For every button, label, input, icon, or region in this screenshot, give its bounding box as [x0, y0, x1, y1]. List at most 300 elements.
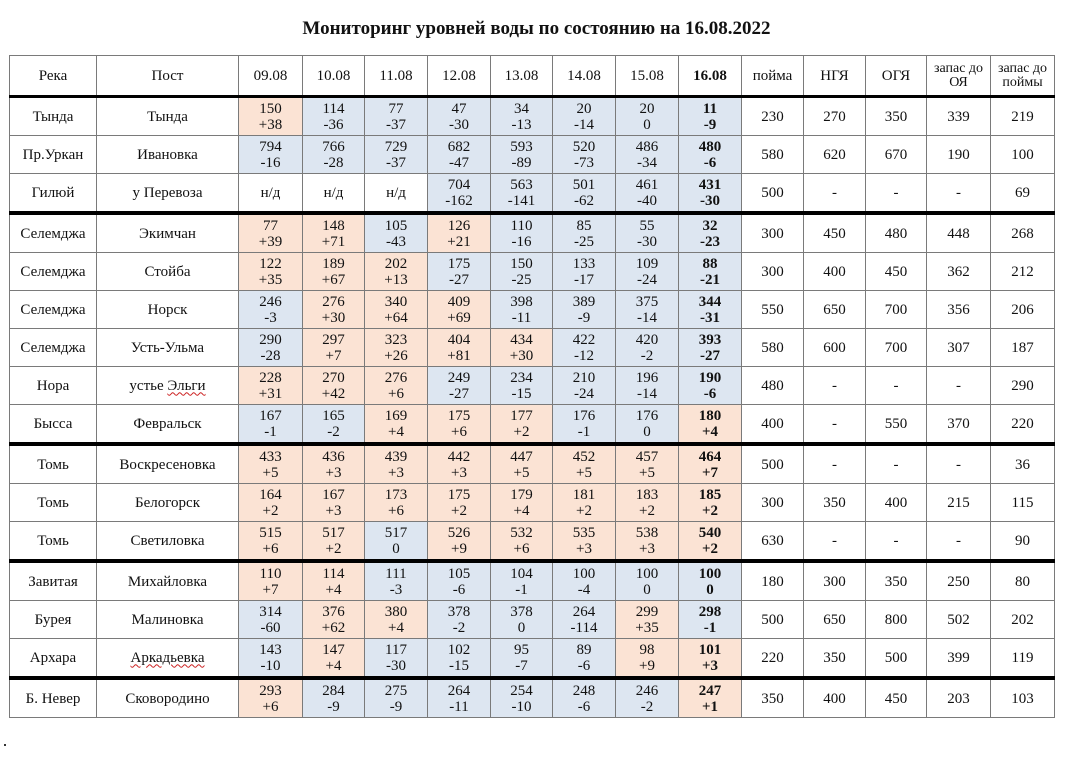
level-change: -30	[449, 116, 469, 133]
cell-level	[553, 291, 616, 329]
level-change: -1	[264, 423, 277, 440]
level-change: +5	[576, 464, 592, 481]
cell-level	[491, 561, 553, 601]
level-change: -21	[700, 271, 720, 288]
level-value: 180	[698, 407, 722, 424]
cell-river: Нора	[10, 367, 97, 405]
cell-level	[428, 522, 491, 562]
cell-level	[303, 639, 365, 679]
level-value: 117	[385, 641, 407, 658]
cell-level	[365, 444, 428, 484]
cell-post: Февральск	[97, 405, 239, 445]
level-value: 248	[572, 682, 596, 699]
level-change: -1	[577, 423, 591, 440]
cell-floodplain: 550	[742, 291, 804, 329]
level-value: 114	[322, 565, 345, 582]
stray-dot	[4, 744, 6, 746]
cell-reserve-floodplain: 115	[991, 484, 1055, 522]
cell-post: Усть-Ульма	[97, 329, 239, 367]
level-change: -162	[445, 192, 473, 209]
cell-level	[491, 444, 553, 484]
cell-level	[553, 405, 616, 445]
level-value: 520	[572, 138, 596, 155]
level-value: 593	[510, 138, 533, 155]
cell-level	[239, 97, 303, 136]
level-change: +2	[262, 502, 279, 519]
cell-level	[365, 484, 428, 522]
level-value: 434	[510, 331, 533, 348]
cell-ngya: 650	[804, 291, 866, 329]
level-change: -7	[515, 657, 528, 674]
level-change: +6	[388, 385, 404, 402]
cell-ogya: 350	[866, 561, 927, 601]
cell-reserve-floodplain: 219	[991, 97, 1055, 136]
level-value: 526	[447, 524, 471, 541]
level-change: -28	[260, 347, 281, 364]
level-value: 442	[447, 448, 471, 465]
level-value: 181	[572, 486, 596, 503]
level-change: +67	[321, 271, 346, 288]
level-change: -27	[449, 385, 469, 402]
cell-level	[428, 174, 491, 214]
cell-reserve-floodplain: 103	[991, 678, 1055, 718]
level-value: н/д	[323, 184, 344, 201]
level-value: 77	[263, 217, 278, 234]
cell-level	[365, 601, 428, 639]
level-value: 176	[572, 407, 596, 424]
table-row	[10, 174, 1055, 214]
level-value: 431	[698, 176, 722, 193]
header-row	[10, 56, 1055, 97]
level-change: -25	[511, 271, 532, 288]
level-value: 464	[698, 448, 722, 465]
level-value: 276	[322, 293, 345, 310]
cell-level-current	[679, 174, 742, 214]
cell-reserve-floodplain: 220	[991, 405, 1055, 445]
level-change: -16	[511, 233, 532, 250]
cell-level	[553, 561, 616, 601]
header-date: 10.08	[303, 56, 365, 97]
level-value: н/д	[386, 184, 406, 201]
level-change: -60	[260, 619, 281, 636]
level-value: 122	[259, 255, 282, 272]
cell-level-current	[679, 253, 742, 291]
level-change: +6	[388, 502, 404, 519]
cell-level	[239, 561, 303, 601]
cell-level	[239, 253, 303, 291]
cell-river: Томь	[10, 522, 97, 562]
level-change: +3	[388, 464, 404, 481]
cell-level-current	[679, 639, 742, 679]
cell-ngya: 350	[804, 484, 866, 522]
cell-reserve-oya: 502	[927, 601, 991, 639]
cell-level	[553, 444, 616, 484]
cell-level	[491, 97, 553, 136]
level-change: +6	[513, 540, 530, 557]
level-value: 461	[635, 176, 659, 193]
cell-level	[553, 213, 616, 253]
table-row	[10, 291, 1055, 329]
level-value: 422	[572, 331, 596, 348]
cell-level	[239, 367, 303, 405]
level-value: 109	[635, 255, 659, 272]
level-change: -9	[389, 698, 403, 715]
cell-reserve-oya: 356	[927, 291, 991, 329]
cell-level	[491, 329, 553, 367]
level-change: -6	[577, 657, 591, 674]
level-change: +3	[576, 540, 592, 557]
level-change: -6	[452, 581, 466, 598]
cell-floodplain: 580	[742, 329, 804, 367]
cell-level	[491, 484, 553, 522]
cell-reserve-oya: 362	[927, 253, 991, 291]
level-change: -16	[260, 154, 281, 171]
level-change: -23	[700, 233, 720, 250]
level-value: 150	[259, 100, 282, 117]
cell-level	[239, 136, 303, 174]
level-change: -15	[511, 385, 532, 402]
cell-floodplain: 300	[742, 484, 804, 522]
header-river: Река	[10, 56, 97, 97]
level-value: 297	[322, 331, 345, 348]
level-value: 228	[259, 369, 282, 386]
header-date: 12.08	[428, 56, 491, 97]
level-value: 88	[702, 255, 718, 272]
table-row	[10, 405, 1055, 445]
cell-level-current	[679, 484, 742, 522]
cell-reserve-oya: 448	[927, 213, 991, 253]
cell-reserve-oya: 370	[927, 405, 991, 445]
level-value: 447	[510, 448, 533, 465]
level-value: 276	[384, 369, 408, 386]
cell-level-current	[679, 561, 742, 601]
cell-level	[365, 97, 428, 136]
cell-level	[491, 678, 553, 718]
cell-level	[365, 561, 428, 601]
level-value: 77	[388, 100, 404, 117]
cell-level	[428, 678, 491, 718]
level-value: 290	[259, 331, 282, 348]
cell-level	[239, 444, 303, 484]
level-change: 0	[643, 116, 651, 133]
cell-level	[491, 639, 553, 679]
level-change: +42	[321, 385, 346, 402]
cell-level	[428, 329, 491, 367]
level-change: -13	[511, 116, 532, 133]
header-date: 11.08	[365, 56, 428, 97]
level-change: -30	[386, 657, 406, 674]
cell-floodplain: 630	[742, 522, 804, 562]
level-change: +30	[321, 309, 346, 326]
cell-level	[239, 484, 303, 522]
level-change: -9	[703, 116, 717, 133]
cell-level	[428, 291, 491, 329]
level-change: -28	[323, 154, 344, 171]
level-change: -37	[386, 154, 406, 171]
cell-post: Михайловка	[97, 561, 239, 601]
cell-river: Селемджа	[10, 329, 97, 367]
level-change: -14	[637, 309, 657, 326]
cell-floodplain: 300	[742, 213, 804, 253]
cell-level	[616, 329, 679, 367]
header-ogya: ОГЯ	[866, 56, 927, 97]
level-change: +6	[262, 698, 279, 715]
level-change: +3	[325, 464, 342, 481]
level-value: 32	[702, 217, 718, 234]
cell-level	[553, 522, 616, 562]
cell-level	[616, 522, 679, 562]
level-value: 133	[572, 255, 596, 272]
cell-ogya: 700	[866, 329, 927, 367]
level-change: -2	[452, 619, 466, 636]
cell-floodplain: 350	[742, 678, 804, 718]
cell-river: Селемджа	[10, 213, 97, 253]
level-value: 185	[698, 486, 722, 503]
level-value: 190	[698, 369, 722, 386]
level-value: н/д	[260, 184, 281, 201]
level-value: 47	[451, 100, 467, 117]
level-change: -141	[507, 192, 536, 209]
cell-level	[239, 639, 303, 679]
cell-river: Архара	[10, 639, 97, 679]
level-change: +2	[576, 502, 592, 519]
level-value: 452	[572, 448, 596, 465]
cell-ogya: 800	[866, 601, 927, 639]
level-value: 179	[510, 486, 533, 503]
level-change: +26	[384, 347, 408, 364]
level-value: 299	[635, 603, 659, 620]
cell-floodplain: 480	[742, 367, 804, 405]
cell-reserve-oya: 307	[927, 329, 991, 367]
level-value: 98	[639, 641, 655, 658]
level-value: 378	[510, 603, 533, 620]
cell-ogya: 550	[866, 405, 927, 445]
cell-level	[428, 136, 491, 174]
level-change: +2	[639, 502, 655, 519]
level-change: +6	[451, 423, 467, 440]
table-row	[10, 213, 1055, 253]
cell-level	[428, 484, 491, 522]
cell-floodplain: 500	[742, 444, 804, 484]
level-value: 457	[635, 448, 659, 465]
cell-ogya: 500	[866, 639, 927, 679]
header-date: 14.08	[553, 56, 616, 97]
cell-level	[303, 561, 365, 601]
level-change: +4	[701, 423, 719, 440]
level-value: 100	[698, 565, 722, 582]
level-value: 270	[322, 369, 345, 386]
level-change: -30	[637, 233, 657, 250]
table-row	[10, 136, 1055, 174]
level-change: 0	[643, 423, 651, 440]
cell-floodplain: 230	[742, 97, 804, 136]
header-reserve-oya	[927, 56, 991, 97]
level-change: -4	[577, 581, 591, 598]
header-reserve-floodplain-line1: запас до	[997, 60, 1048, 76]
cell-level	[303, 97, 365, 136]
page-title: Мониторинг уровней воды по состоянию на 16.08.2022	[302, 18, 771, 39]
cell-level	[616, 367, 679, 405]
level-value: 55	[639, 217, 655, 234]
cell-level	[491, 522, 553, 562]
cell-post: Светиловка	[97, 522, 239, 562]
cell-level-current	[679, 405, 742, 445]
level-value: 344	[698, 293, 722, 310]
level-value: 105	[384, 217, 408, 234]
cell-reserve-floodplain: 90	[991, 522, 1055, 562]
header-date-current: 16.08	[679, 56, 742, 97]
level-value: 515	[259, 524, 282, 541]
cell-level	[303, 136, 365, 174]
level-change: -17	[574, 271, 594, 288]
cell-level	[491, 174, 553, 214]
cell-level	[616, 174, 679, 214]
level-value: 114	[322, 100, 345, 117]
level-value: 398	[510, 293, 533, 310]
cell-ogya: 450	[866, 678, 927, 718]
cell-river: Тында	[10, 97, 97, 136]
spellcheck-underline: Аркадьевка	[130, 649, 205, 666]
table-row	[10, 561, 1055, 601]
level-change: -14	[637, 385, 657, 402]
cell-level	[616, 213, 679, 253]
cell-level	[553, 484, 616, 522]
cell-floodplain: 500	[742, 601, 804, 639]
cell-ogya: 350	[866, 97, 927, 136]
cell-river: Селемджа	[10, 253, 97, 291]
cell-level	[616, 444, 679, 484]
level-value: 389	[572, 293, 596, 310]
level-change: -10	[511, 698, 532, 715]
cell-level-current	[679, 444, 742, 484]
level-change: +7	[701, 464, 719, 481]
level-value: 378	[447, 603, 471, 620]
level-change: 0	[392, 540, 400, 557]
table-row	[10, 253, 1055, 291]
cell-reserve-oya: -	[927, 174, 991, 214]
level-value: 202	[384, 255, 408, 272]
level-change: +69	[447, 309, 471, 326]
level-change: +9	[451, 540, 467, 557]
cell-ogya: 670	[866, 136, 927, 174]
cell-ngya: -	[804, 174, 866, 214]
level-change: -2	[640, 698, 654, 715]
level-value: 176	[635, 407, 659, 424]
cell-level-current	[679, 367, 742, 405]
level-change: +2	[701, 540, 719, 557]
cell-post: Норск	[97, 291, 239, 329]
cell-level	[428, 444, 491, 484]
level-value: 420	[635, 331, 659, 348]
cell-reserve-floodplain: 36	[991, 444, 1055, 484]
level-value: 11	[702, 100, 718, 117]
level-change: -73	[574, 154, 594, 171]
cell-level	[428, 367, 491, 405]
level-value: 111	[385, 565, 407, 582]
cell-reserve-floodplain: 206	[991, 291, 1055, 329]
level-change: -2	[640, 347, 654, 364]
cell-level	[428, 97, 491, 136]
cell-river: Бысса	[10, 405, 97, 445]
level-change: +39	[258, 233, 283, 250]
level-change: -30	[700, 192, 720, 209]
level-change: +7	[325, 347, 342, 364]
level-change: -36	[323, 116, 344, 133]
cell-reserve-oya: 339	[927, 97, 991, 136]
level-value: 196	[635, 369, 659, 386]
cell-reserve-oya: 250	[927, 561, 991, 601]
level-change: +62	[321, 619, 346, 636]
header-date: 09.08	[239, 56, 303, 97]
level-value: 284	[322, 682, 345, 699]
level-change: 0	[643, 581, 651, 598]
level-value: 20	[639, 100, 655, 117]
level-change: +4	[513, 502, 530, 519]
cell-level	[365, 291, 428, 329]
cell-reserve-oya: -	[927, 444, 991, 484]
level-value: 247	[698, 682, 722, 699]
level-change: +13	[384, 271, 408, 288]
level-change: +2	[513, 423, 530, 440]
cell-ogya: 700	[866, 291, 927, 329]
level-change: -10	[260, 657, 281, 674]
cell-floodplain: 180	[742, 561, 804, 601]
level-change: -62	[574, 192, 594, 209]
table-row	[10, 367, 1055, 405]
cell-ngya: 400	[804, 253, 866, 291]
cell-reserve-floodplain: 212	[991, 253, 1055, 291]
cell-level	[491, 601, 553, 639]
cell-post: Малиновка	[97, 601, 239, 639]
level-value: 376	[322, 603, 345, 620]
level-change: -1	[515, 581, 528, 598]
cell-level	[428, 639, 491, 679]
level-change: -24	[574, 385, 594, 402]
cell-level	[303, 253, 365, 291]
cell-ngya: 270	[804, 97, 866, 136]
cell-ngya: -	[804, 444, 866, 484]
cell-post: Ивановка	[97, 136, 239, 174]
level-value: 110	[510, 217, 533, 234]
spellcheck-underline: Эльги	[167, 377, 206, 394]
level-change: +4	[388, 423, 404, 440]
level-change: +5	[262, 464, 279, 481]
cell-level	[303, 367, 365, 405]
header-ngya: НГЯ	[804, 56, 866, 97]
level-value: 100	[572, 565, 596, 582]
level-change: 0	[517, 619, 526, 636]
level-value: 704	[447, 176, 471, 193]
level-value: 409	[447, 293, 471, 310]
cell-post	[97, 639, 239, 679]
header-reserve-oya-line1: запас до	[933, 60, 984, 76]
cell-level	[553, 639, 616, 679]
cell-level	[491, 253, 553, 291]
level-change: +3	[639, 540, 655, 557]
cell-ngya: -	[804, 522, 866, 562]
cell-level	[553, 136, 616, 174]
level-change: +9	[639, 657, 655, 674]
level-value: 563	[510, 176, 533, 193]
level-change: +3	[325, 502, 342, 519]
cell-level	[491, 136, 553, 174]
level-change: -89	[511, 154, 532, 171]
header-reserve-floodplain	[991, 56, 1055, 97]
level-value: 164	[259, 486, 282, 503]
cell-river: Пр.Уркан	[10, 136, 97, 174]
cell-ngya: 300	[804, 561, 866, 601]
cell-post: Воскресеновка	[97, 444, 239, 484]
